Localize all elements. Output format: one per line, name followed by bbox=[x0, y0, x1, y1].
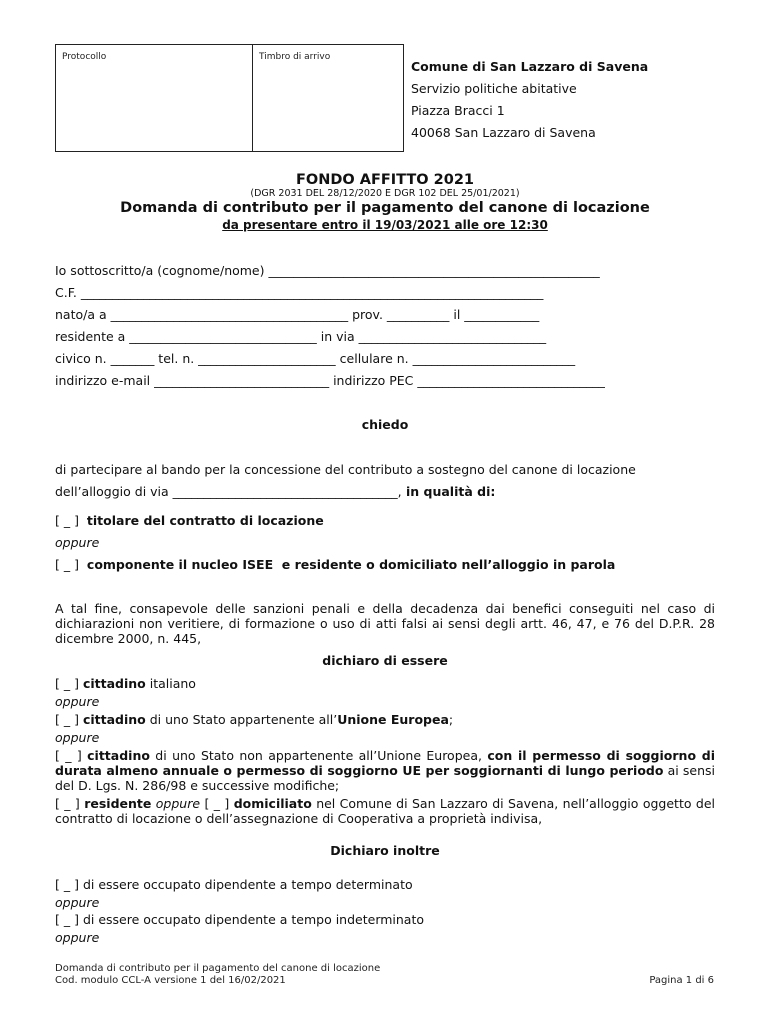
page-number: Pagina 1 di 6 bbox=[649, 975, 714, 986]
oppure-4: oppure bbox=[55, 895, 100, 910]
option-titolare: [ _ ] titolare del contratto di locazione bbox=[55, 513, 324, 528]
option-componente: [ _ ] componente il nucleo ISEE e residente o domiciliato nell’alloggio in parola bbox=[55, 557, 616, 572]
option-indeterminato: [ _ ] di essere occupato dipendente a tempo indeterminato bbox=[55, 912, 425, 927]
field-cf: C.F. __________________________________________________________________________ bbox=[55, 285, 544, 300]
address-line-2: Servizio politiche abitative bbox=[411, 81, 577, 96]
chiedo-heading: chiedo bbox=[361, 417, 409, 432]
address-line-1: Comune di San Lazzaro di Savena bbox=[411, 59, 649, 74]
address-line-3: Piazza Bracci 1 bbox=[411, 103, 505, 118]
timbro-label: Timbro di arrivo bbox=[259, 52, 331, 62]
timbro-box bbox=[252, 44, 404, 152]
declaration-text: A tal fine, consapevole delle sanzioni penali e della decadenza dai benefici conseguiti nel caso di dichiarazioni non veritiere, di formazione o uso di atti falsi ai sensi degli artt. 46, 47, e 76 del D.P.R. 28 dicembre 2000, n. 445, bbox=[55, 601, 715, 646]
footer-line-2: Cod. modulo CCL-A versione 1 del 16/02/2021 bbox=[55, 975, 286, 986]
field-email: indirizzo e-mail ____________________________ indirizzo PEC ______________________________ bbox=[55, 373, 605, 388]
field-birth: nato/a a ______________________________________ prov. __________ il ____________ bbox=[55, 307, 540, 322]
address-line-4: 40068 San Lazzaro di Savena bbox=[411, 125, 596, 140]
oppure-2: oppure bbox=[55, 694, 100, 709]
field-residence: residente a ______________________________ in via ______________________________ bbox=[55, 329, 547, 344]
option-ue: [ _ ] cittadino di uno Stato appartenente all’Unione Europea; bbox=[55, 712, 454, 727]
option-determinato: [ _ ] di essere occupato dipendente a tempo determinato bbox=[55, 877, 413, 892]
dichiaro-di-essere: dichiaro di essere bbox=[322, 653, 448, 668]
oppure-3: oppure bbox=[55, 730, 100, 745]
option-italiano: [ _ ] cittadino italiano bbox=[55, 676, 196, 691]
heading: Domanda di contributo per il pagamento del canone di locazione bbox=[120, 200, 650, 216]
main-title: FONDO AFFITTO 2021 bbox=[295, 172, 475, 188]
field-name: Io sottoscritto/a (cognome/nome) _____________________________________________________ bbox=[55, 263, 600, 278]
oppure-5: oppure bbox=[55, 930, 100, 945]
footer-line-1: Domanda di contributo per il pagamento del canone di locazione bbox=[55, 963, 381, 974]
deadline: da presentare entro il 19/03/2021 alle ore 12:30 bbox=[222, 218, 548, 232]
option-residente: [ _ ] residente oppure [ _ ] domiciliato nel Comune di San Lazzaro di Savena, nell’alloggio oggetto del contratto di locazione o dell’assegnazione di Cooperativa a proprietà indivisa, bbox=[55, 796, 715, 826]
field-contacts: civico n. _______ tel. n. ______________________ cellulare n. __________________________ bbox=[55, 351, 576, 366]
participate-line-2: dell’alloggio di via ____________________________________, in qualità di: bbox=[55, 484, 496, 499]
option-non-ue: [ _ ] cittadino di uno Stato non appartenente all’Unione Europea, con il permesso di soggiorno di durata almeno annuale o permesso di soggiorno UE per soggiornanti di lungo periodo ai sensi del D. Lgs. N. 286/98 e successive modifiche; bbox=[55, 748, 716, 793]
protocollo-label: Protocollo bbox=[62, 52, 107, 62]
checkbox: [ _ ] bbox=[55, 513, 79, 528]
participate-line-1: di partecipare al bando per la concessione del contributo a sostegno del canone di locazione bbox=[55, 462, 636, 477]
dichiaro-inoltre: Dichiaro inoltre bbox=[330, 843, 440, 858]
checkbox: [ _ ] bbox=[55, 557, 79, 572]
oppure-1: oppure bbox=[55, 535, 100, 550]
sub-title: (DGR 2031 DEL 28/12/2020 E DGR 102 DEL 25/01/2021) bbox=[250, 188, 520, 199]
protocollo-box bbox=[55, 44, 253, 152]
